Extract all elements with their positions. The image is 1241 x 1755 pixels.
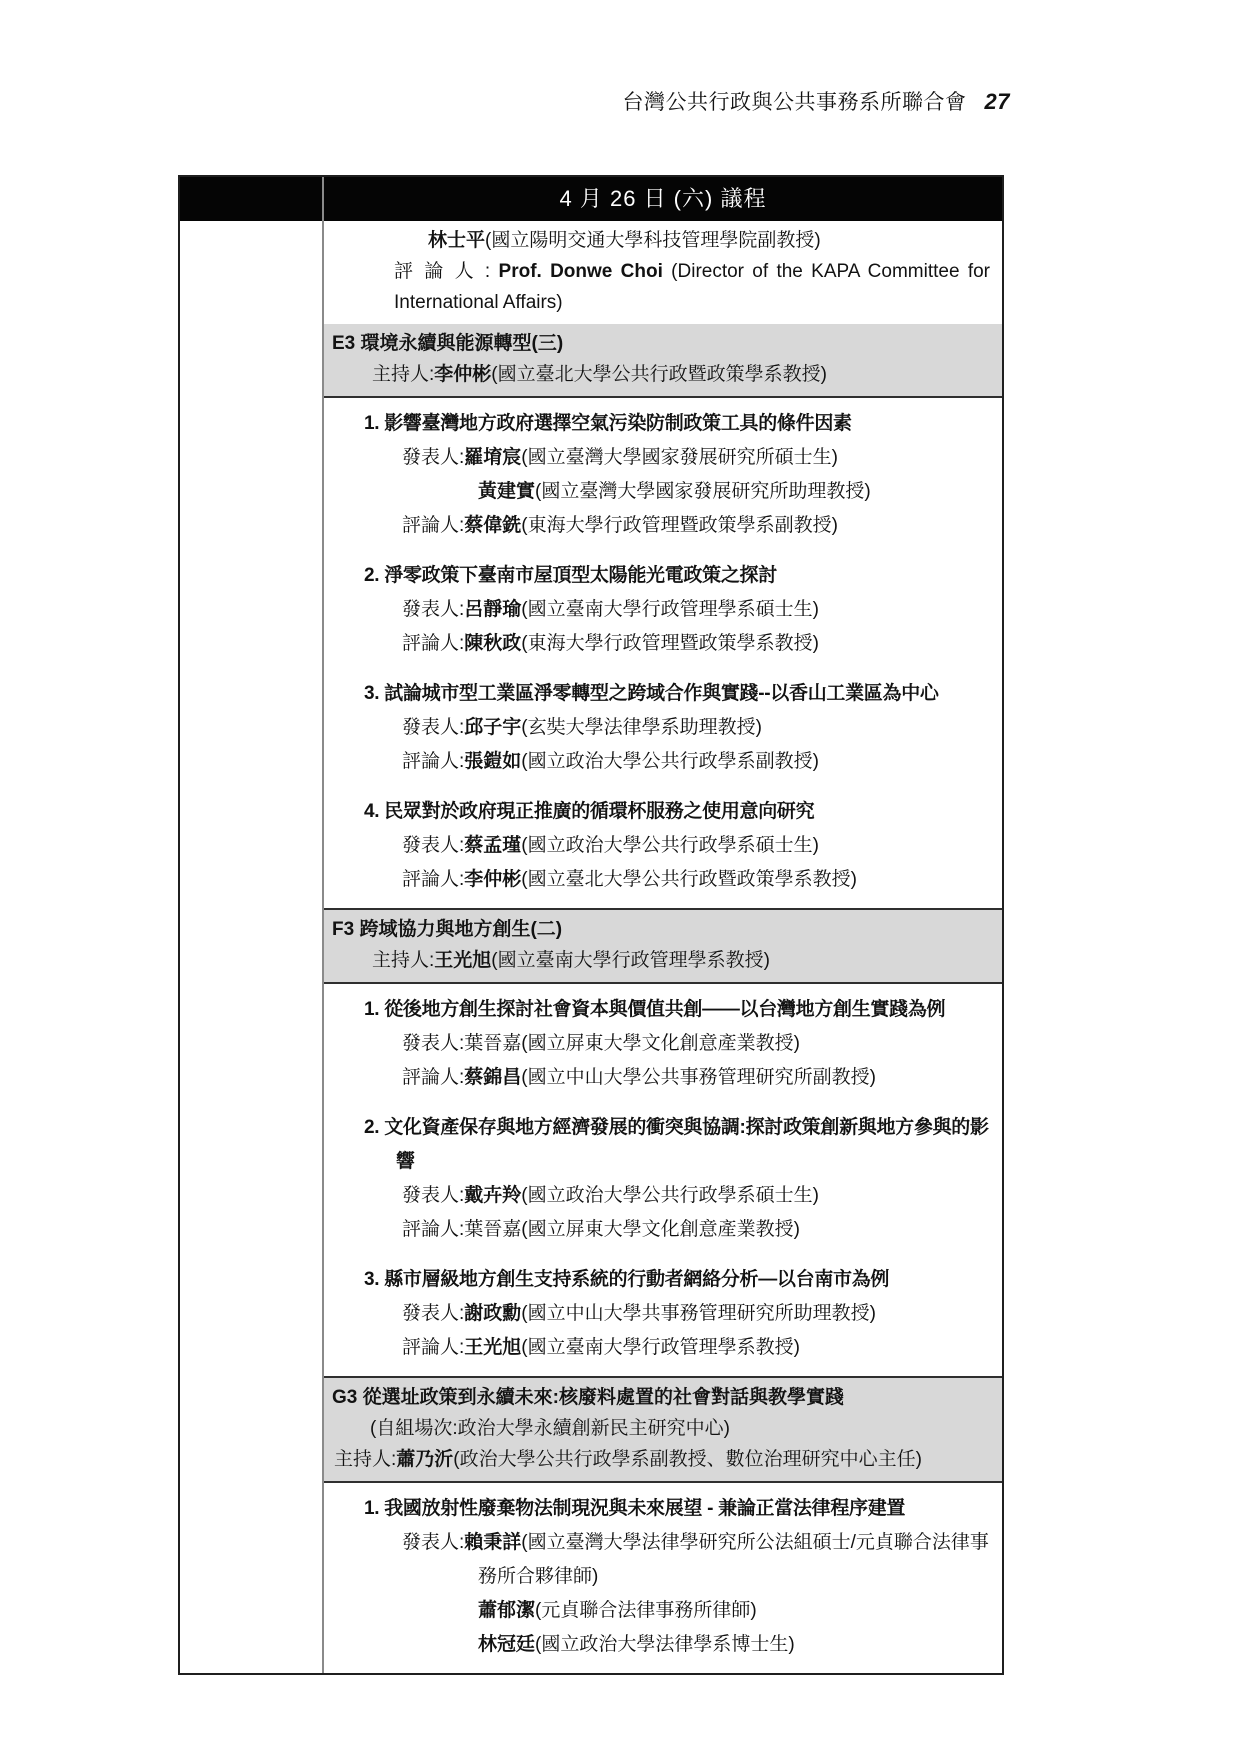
chair-name: 王光旭 [434,950,492,971]
agenda-table [178,175,1004,1675]
co-presenter-line [324,225,996,256]
paper-number: 2. [364,1117,380,1138]
paper-title: 淨零政策下臺南市屋頂型太陽能光電政策之探討 [384,565,777,586]
chair-affiliation: (國立臺北大學公共行政暨政策學系教授) [491,364,827,385]
person-name: 王光旭 [464,1337,522,1358]
person-name: 葉晉嘉 [464,1219,522,1240]
discussant-line [324,1061,1000,1095]
session-code: E3 [332,333,356,354]
person-name: 蔡錦昌 [464,1067,522,1088]
person-name: 邱子宇 [464,717,522,738]
discussant-label: 評 論 人 : [394,261,491,282]
person-name: 葉晉嘉 [464,1033,522,1054]
session-papers-row-F3 [324,982,1002,1376]
table-body [180,221,1002,1673]
session-chair-line [324,945,998,976]
session-code: G3 [332,1387,358,1408]
paper-title-line [324,559,1000,593]
person-name: 林冠廷 [478,1634,536,1655]
discussant-line [324,863,1000,897]
person-affiliation: (國立政治大學公共行政學系副教授) [521,751,819,772]
session-title-line [324,914,998,945]
session-title: 從選址政策到永續未來:核廢料處置的社會對話與教學實踐 [362,1387,844,1408]
presenter-line [324,1179,1000,1213]
person-name: 羅堉宸 [464,447,522,468]
chair-affiliation: (國立臺南大學行政管理學系教授) [491,950,770,971]
paper [324,1263,1000,1365]
discussant-line [324,627,1000,661]
paper [324,407,1000,543]
paper-title-line [324,795,1000,829]
paper-title-line [324,407,1000,441]
page-header [0,86,1010,116]
person-role-label: 評論人: [402,1067,465,1088]
presenter-line [324,441,1000,475]
person-name: 蔡偉銑 [464,515,522,536]
discussant-line [324,509,1000,543]
presenter-line [324,711,1000,745]
paper-number: 1. [364,1498,380,1519]
presenter-line [324,1526,1000,1594]
paper-title-line [324,993,1000,1027]
co-presenter-line [324,475,1000,509]
person-name: 蕭郁潔 [478,1600,536,1621]
session-code: F3 [332,919,355,940]
person-role-label: 發表人: [402,1303,465,1324]
chair-label: 主持人: [334,1449,397,1470]
person-role-label: 評論人: [402,1337,465,1358]
paper [324,677,1000,779]
session-title: 環境永續與能源轉型(三) [360,333,564,354]
paper-number: 4. [364,801,380,822]
person-affiliation: (國立屏東大學文化創意產業教授) [521,1033,800,1054]
person-affiliation: (國立政治大學法律學系博士生) [535,1634,795,1655]
paper-title-line [324,677,1000,711]
discussant-line [324,1213,1000,1247]
person-role-label: 發表人: [402,835,465,856]
paper-title: 從後地方創生探討社會資本與價值共創——以台灣地方創生實踐為例 [384,999,946,1020]
paper-title: 民眾對於政府現正推廣的循環杯服務之使用意向研究 [384,801,815,822]
chair-name: 李仲彬 [434,364,492,385]
discussant-name: Prof. Donwe Choi [498,261,663,282]
paper-title: 縣市層級地方創生支持系統的行動者網絡分析—以台南市為例 [384,1269,890,1290]
person-name: 蔡孟瑾 [464,835,522,856]
session-chair-line [324,359,998,390]
person-name: 張鎧如 [464,751,522,772]
person-affiliation: (東海大學行政管理暨政策學系教授) [521,633,819,654]
paper-number: 3. [364,683,380,704]
paper-title-line [324,1263,1000,1297]
carryover-row [324,221,1002,324]
presenter-line [324,1297,1000,1331]
presenter-line [324,1027,1000,1061]
paper [324,559,1000,661]
time-column [180,221,324,1673]
session-title: 跨域協力與地方創生(二) [359,919,563,940]
session-papers-row-E3 [324,396,1002,908]
person-role-label: 發表人: [402,1033,465,1054]
person-affiliation: (元貞聯合法律事務所律師) [535,1600,757,1621]
paper-number: 1. [364,999,380,1020]
session-rows [324,324,1002,1673]
content-column [324,221,1002,1673]
page-header-title: 台灣公共行政與公共事務系所聯合會 [622,91,967,114]
paper-title: 我國放射性廢棄物法制現況與未來展望 - 兼論正當法律程序建置 [384,1498,906,1519]
person-name: 戴卉羚 [464,1185,522,1206]
person-name: 陳秋政 [464,633,522,654]
person-role-label: 評論人: [402,751,465,772]
person-affiliation: (玄奘大學法律學系助理教授) [521,717,762,738]
page-number: 27 [984,89,1010,114]
discussant-line [324,745,1000,779]
person-affiliation: (國立政治大學公共行政學系碩士生) [521,835,819,856]
person-affiliation: (國立臺灣大學法律學研究所公法組碩士/元貞聯合法律事務所合夥律師) [478,1532,989,1587]
paper-title-line [324,1492,1000,1526]
person-name: 呂靜瑜 [464,599,522,620]
co-presenter-line [324,1594,1000,1628]
chair-name: 蕭乃沂 [396,1449,454,1470]
person-affiliation: (國立政治大學公共行政學系碩士生) [521,1185,819,1206]
person-name: 李仲彬 [464,869,522,890]
person-affiliation: (國立臺南大學行政管理學系碩士生) [521,599,819,620]
person-role-label: 發表人: [402,1532,465,1553]
session-papers-row-G3 [324,1481,1002,1673]
person-role-label: 發表人: [402,1185,465,1206]
chair-label: 主持人: [372,950,435,971]
chair-label: 主持人: [372,364,435,385]
presenter-line [324,593,1000,627]
paper [324,795,1000,897]
presenter-affiliation: (國立陽明交通大學科技管理學院副教授) [485,230,821,251]
paper [324,1492,1000,1662]
person-role-label: 評論人: [402,633,465,654]
discussant-line [324,256,996,318]
session-note: (自組場次:政治大學永續創新民主研究中心) [370,1418,730,1439]
table-header-row [180,177,1002,221]
person-role-label: 發表人: [402,599,465,620]
session-header-row-E3 [324,324,1002,396]
paper-number: 3. [364,1269,380,1290]
person-role-label: 評論人: [402,1219,465,1240]
person-affiliation: (國立臺北大學公共行政暨政策學系教授) [521,869,857,890]
paper-title: 試論城市型工業區淨零轉型之跨域合作與實踐--以香山工業區為中心 [384,683,939,704]
session-title-line [324,328,998,359]
session-header-row-G3 [324,1376,1002,1481]
person-role-label: 評論人: [402,515,465,536]
paper-number: 2. [364,565,380,586]
person-affiliation: (東海大學行政管理暨政策學系副教授) [521,515,838,536]
discussant-line [324,1331,1000,1365]
paper-title: 文化資產保存與地方經濟發展的衝突與協調:探討政策創新與地方參與的影響 [384,1117,989,1172]
table-header-left-cell [180,177,324,221]
paper-number: 1. [364,413,380,434]
discussant-affiliation: (Director of the KAPA Committee for International Affairs) [394,261,990,313]
session-title-line [324,1382,998,1413]
paper-title: 影響臺灣地方政府選擇空氣污染防制政策工具的條件因素 [384,413,852,434]
person-affiliation: (國立中山大學共事務管理研究所助理教授) [521,1303,876,1324]
person-affiliation: (國立屏東大學文化創意產業教授) [521,1219,800,1240]
paper [324,1111,1000,1247]
session-header-row-F3 [324,908,1002,982]
person-affiliation: (國立中山大學公共事務管理研究所副教授) [521,1067,876,1088]
person-name: 黃建實 [478,481,536,502]
paper-title-line [324,1111,1000,1179]
chair-affiliation: (政治大學公共行政學系副教授、數位治理研究中心主任) [453,1449,922,1470]
person-affiliation: (國立臺灣大學國家發展研究所碩士生) [521,447,838,468]
presenter-name: 林士平 [428,230,486,251]
person-affiliation: (國立臺灣大學國家發展研究所助理教授) [535,481,871,502]
session-chair-line [324,1444,998,1475]
person-name: 謝政勳 [464,1303,522,1324]
paper [324,993,1000,1095]
presenter-line [324,829,1000,863]
co-presenter-line [324,1628,1000,1662]
person-role-label: 發表人: [402,447,465,468]
person-role-label: 發表人: [402,717,465,738]
table-header-title: 4 月 26 日 (六) 議程 [559,186,767,211]
person-role-label: 評論人: [402,869,465,890]
person-name: 賴秉詳 [464,1532,522,1553]
person-affiliation: (國立臺南大學行政管理學系教授) [521,1337,800,1358]
